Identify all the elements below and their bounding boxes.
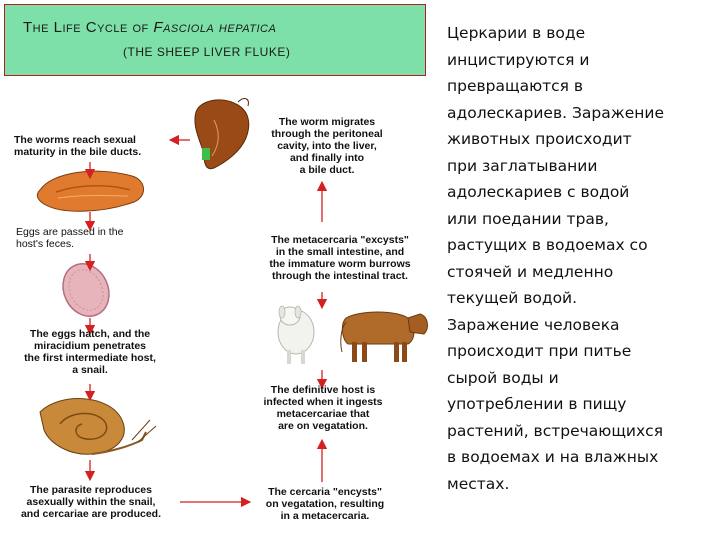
step-reproduce-line: and cercariae are produced. (20, 508, 162, 520)
step-migrate-line: cavity, into the liver, (277, 140, 377, 152)
step-hatch-line: a snail. (72, 364, 108, 376)
text-line: или поедании трав, (447, 209, 609, 228)
step-reproduce-line: asexually within the snail, (26, 496, 156, 508)
text-line: растущих в водоемах со (447, 236, 648, 254)
text-line: адолескариев. Заражение (447, 103, 664, 122)
step-maturity-line: The worms reach sexual (14, 134, 136, 146)
step-infect-line: are on vegatation. (278, 420, 368, 432)
text-line: превращаются в (447, 77, 584, 95)
text-line: Заражение человека (447, 315, 620, 334)
step-reproduce (6, 484, 176, 520)
step-excyst-line: in the small intestine, and (275, 246, 405, 258)
step-maturity-line: maturity in the bile ducts. (14, 146, 142, 158)
step-encyst (250, 486, 400, 522)
text-line: Церкарии в воде (447, 24, 586, 42)
text-line: при заглатывании (447, 156, 598, 175)
step-infect (248, 384, 398, 432)
text-line: текущей водой. (447, 289, 578, 307)
step-migrate-line: through the peritoneal (271, 128, 383, 140)
step-migrate-line: a bile duct. (299, 164, 355, 176)
step-migrate-line: and finally into (289, 152, 365, 164)
text-line: животных происходит (447, 130, 632, 148)
step-encyst-line: in a metacercaria. (280, 510, 370, 522)
step-infect-line: The definitive host is (270, 384, 376, 396)
text-line: употреблении в пищу (447, 395, 627, 413)
text-line: адолескариев с водой (447, 183, 630, 201)
step-migrate (252, 116, 402, 176)
diagram-subtitle: (THE SHEEP LIVER FLUKE) (123, 45, 291, 59)
step-maturity (14, 134, 141, 158)
text-line: в водоемах и на влажных (447, 448, 659, 466)
step-excyst-line: The metacercaria "excysts" (271, 234, 409, 246)
step-excyst-line: the immature worm burrows (269, 258, 411, 270)
step-hatch-line: The eggs hatch, and the (29, 328, 151, 340)
step-eggs (16, 226, 123, 250)
step-infect-line: infected when it ingests (263, 396, 383, 408)
text-line: сырой воды и (447, 368, 559, 387)
text-line: стоячей и медленно (447, 262, 614, 281)
step-infect-line: metacercariae that (276, 408, 370, 420)
step-encyst-line: on vegatation, resulting (265, 498, 385, 510)
step-encyst-line: The cercaria "encysts" (268, 486, 382, 498)
text-line: растений, встречающихся (447, 421, 664, 440)
text-line: инцистируются и (447, 50, 590, 69)
text-line: местах. (447, 474, 510, 493)
step-eggs-line: host's feces. (16, 238, 75, 250)
step-excyst (252, 234, 428, 282)
text-line: происходит при питье (447, 342, 632, 360)
title-species: Fasciola hepatica (153, 19, 277, 36)
step-excyst-line: through the intestinal tract. (272, 270, 408, 282)
step-eggs-line: Eggs are passed in the (16, 226, 124, 238)
step-migrate-line: The worm migrates (278, 116, 376, 128)
step-hatch-line: miracidium penetrates (33, 340, 147, 352)
description-text (447, 20, 717, 497)
step-reproduce-line: The parasite reproduces (30, 484, 152, 496)
step-hatch-line: the first intermediate host, (24, 352, 156, 364)
step-hatch (10, 328, 170, 376)
title-prefix: The Life Cycle of (23, 19, 154, 36)
